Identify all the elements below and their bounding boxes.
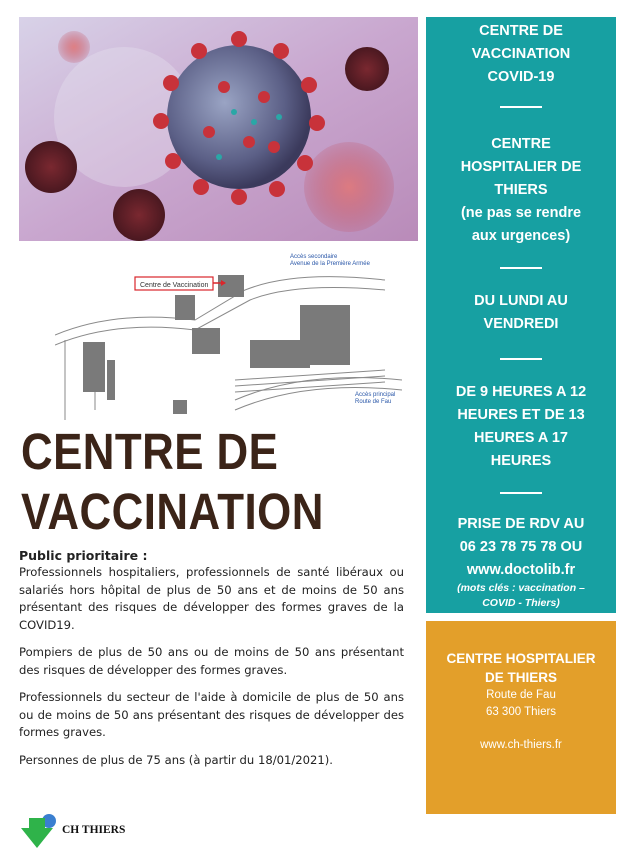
logo-text: CH THIERS: [62, 824, 126, 836]
teal-line: VACCINATION: [471, 46, 571, 62]
vaccination-center-title: [426, 20, 616, 89]
contact-title-line: CENTRE HOSPITALIER: [446, 651, 596, 666]
appointment-block: [426, 513, 616, 582]
priority-paragraph: Pompiers de plus de 50 ans ou de moins de 50 ans présentant des risques de développer des formes graves.: [19, 645, 404, 677]
map-label-main-road: Route de Fau: [355, 399, 392, 405]
divider: [500, 358, 542, 360]
priority-heading: Public prioritaire :: [19, 548, 148, 563]
teal-line: VENDREDI: [483, 316, 559, 332]
teal-line: (ne pas se rendre: [460, 205, 582, 221]
priority-paragraph: Personnes de plus de 75 ans (à partir du 18/01/2021).: [19, 752, 333, 767]
teal-line: HOSPITALIER DE: [460, 159, 582, 175]
contact-address: [426, 687, 616, 721]
teal-line: PRISE DE RDV AU: [457, 516, 585, 532]
page-title-line-2: VACCINATION: [21, 483, 324, 540]
page-title: [21, 422, 365, 542]
logo-arrow-icon: [19, 812, 59, 850]
ch-thiers-logo: [19, 812, 159, 850]
teal-line: DE 9 HEURES A 12: [455, 384, 587, 400]
teal-line: HEURES: [490, 453, 552, 469]
priority-paragraph: Professionnels hospitaliers, professionnels de santé libéraux ou salariés hors hôpital de plus de 50 ans et de moins de 50 ans présentant des risques de développer des formes graves de la COVID19.: [19, 565, 404, 632]
map-label-secondary-road: Avenue de la Première Armée: [290, 261, 370, 267]
priority-paragraph: Professionnels du secteur de l'aide à domicile de plus de 50 ans ou de moins de 50 ans présentant des risques de développer des formes graves.: [19, 690, 404, 739]
note-line: COVID - Thiers): [482, 597, 560, 609]
teal-line: THIERS: [494, 182, 548, 198]
map-label-main-access: Accès principal: [355, 392, 396, 398]
divider: [500, 106, 542, 108]
divider: [500, 492, 542, 494]
hours-block: [426, 381, 616, 473]
doctolib-link[interactable]: www.doctolib.fr: [466, 562, 576, 578]
phone-number: 06 23 78 75 78 OU: [459, 539, 583, 555]
teal-line: aux urgences): [471, 228, 571, 244]
virus-illustration: [19, 17, 418, 241]
days-block: [426, 290, 616, 336]
map-label-vaccination: Centre de Vaccination: [140, 282, 209, 289]
orange-contact-panel: [426, 621, 616, 814]
keywords-note: [426, 581, 616, 611]
teal-info-panel: [426, 17, 616, 613]
website-link[interactable]: www.ch-thiers.fr: [480, 739, 562, 751]
teal-line: HEURES A 17: [473, 430, 568, 446]
teal-line: DU LUNDI AU: [474, 293, 568, 309]
map-label-secondary-access: Accès secondaire: [290, 254, 338, 260]
contact-title-line: DE THIERS: [484, 670, 557, 685]
note-line: (mots clés : vaccination –: [457, 582, 585, 594]
site-map: [55, 250, 402, 420]
teal-line: CENTRE DE: [479, 23, 563, 39]
priority-section: [19, 548, 404, 779]
hospital-block: [426, 133, 616, 248]
page-title-line-1: CENTRE DE: [21, 423, 279, 480]
teal-line: CENTRE: [491, 136, 551, 152]
address-line: 63 300 Thiers: [485, 706, 557, 718]
teal-line: COVID-19: [487, 69, 555, 85]
teal-line: HEURES ET DE 13: [457, 407, 585, 423]
contact-title: [426, 649, 616, 687]
address-line: Route de Fau: [486, 689, 556, 701]
divider: [500, 267, 542, 269]
